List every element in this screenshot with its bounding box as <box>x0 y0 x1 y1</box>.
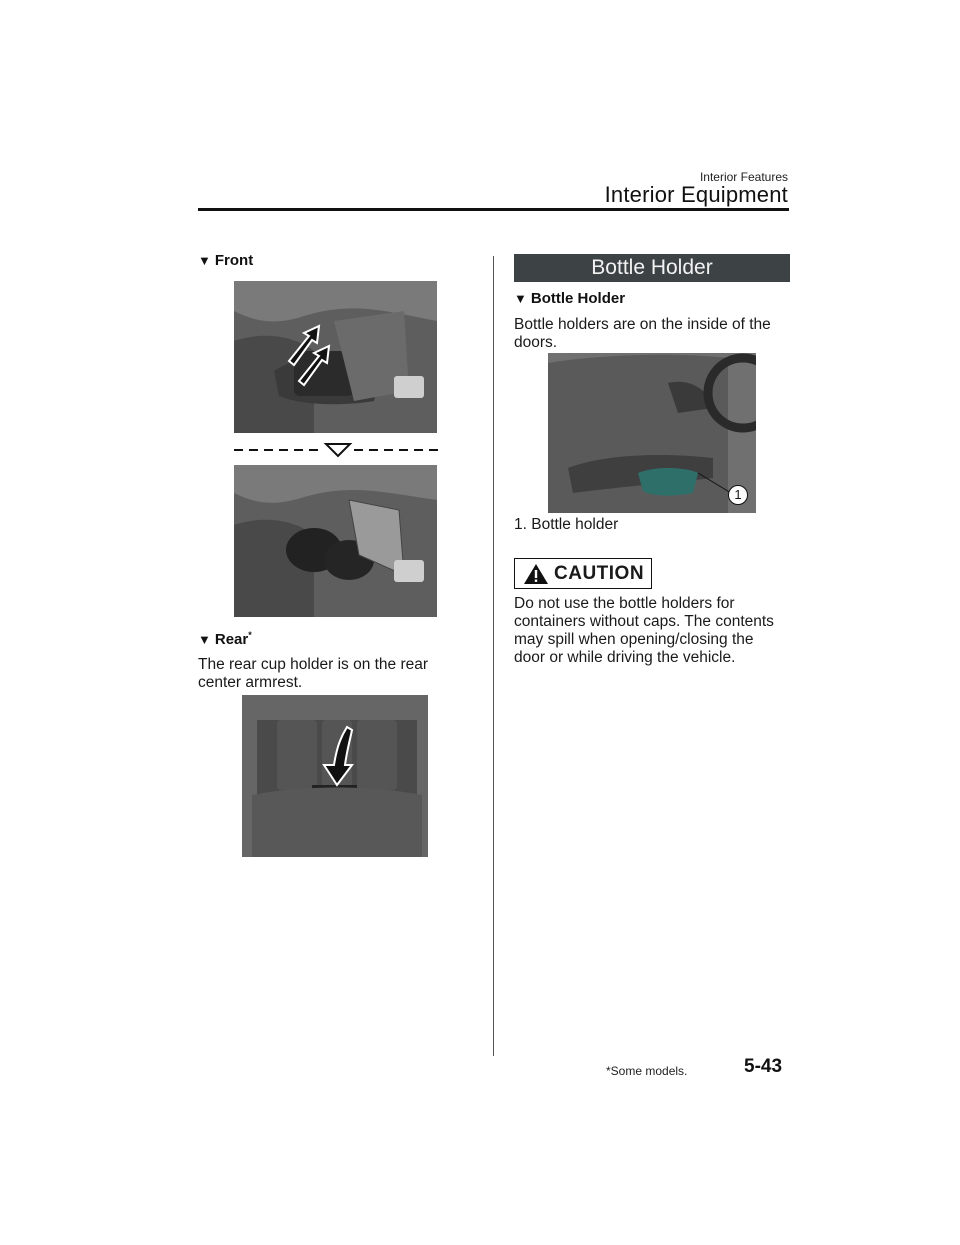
warning-triangle-icon <box>523 563 549 585</box>
column-divider <box>493 256 494 1056</box>
caution-text: Do not use the bottle holders for containers without caps. The contents may spill when opening/closing the door or while driving the vehicle. <box>514 595 774 666</box>
rear-description: The rear cup holder is on the rear center armrest. <box>198 656 429 691</box>
triangle-down-icon: ▼ <box>198 253 211 268</box>
front-heading <box>198 252 253 269</box>
bottle-holder-heading-text: Bottle Holder <box>530 290 626 307</box>
some-models-marker: * <box>248 630 252 640</box>
door-bottle-holder-illustration <box>548 353 756 513</box>
sequence-arrow-divider <box>234 440 440 460</box>
triangle-down-icon: ▼ <box>514 291 527 306</box>
page-number: 5-43 <box>744 1056 783 1077</box>
rear-armrest-illustration <box>242 695 428 857</box>
legend-item-1: 1. Bottle holder <box>514 516 619 533</box>
rear-heading <box>198 630 252 648</box>
section-label: Interior Features <box>699 170 788 184</box>
triangle-down-icon: ▼ <box>198 632 211 647</box>
bottle-holder-description: Bottle holders are on the inside of the doors. <box>514 316 771 351</box>
page-title: Interior Equipment <box>604 182 788 207</box>
callout-1: 1 <box>728 485 748 505</box>
front-cupholder-closed-illustration <box>234 281 437 433</box>
rear-heading-text: Rear <box>214 631 249 648</box>
front-heading-text: Front <box>214 252 254 269</box>
front-cupholder-open-illustration <box>234 465 437 617</box>
caution-label: CAUTION <box>554 562 645 584</box>
footnote: *Some models. <box>606 1064 688 1078</box>
header-divider <box>198 208 789 211</box>
section-banner: Bottle Holder <box>514 254 790 282</box>
caution-label-box <box>514 558 652 589</box>
bottle-holder-heading <box>514 290 625 307</box>
